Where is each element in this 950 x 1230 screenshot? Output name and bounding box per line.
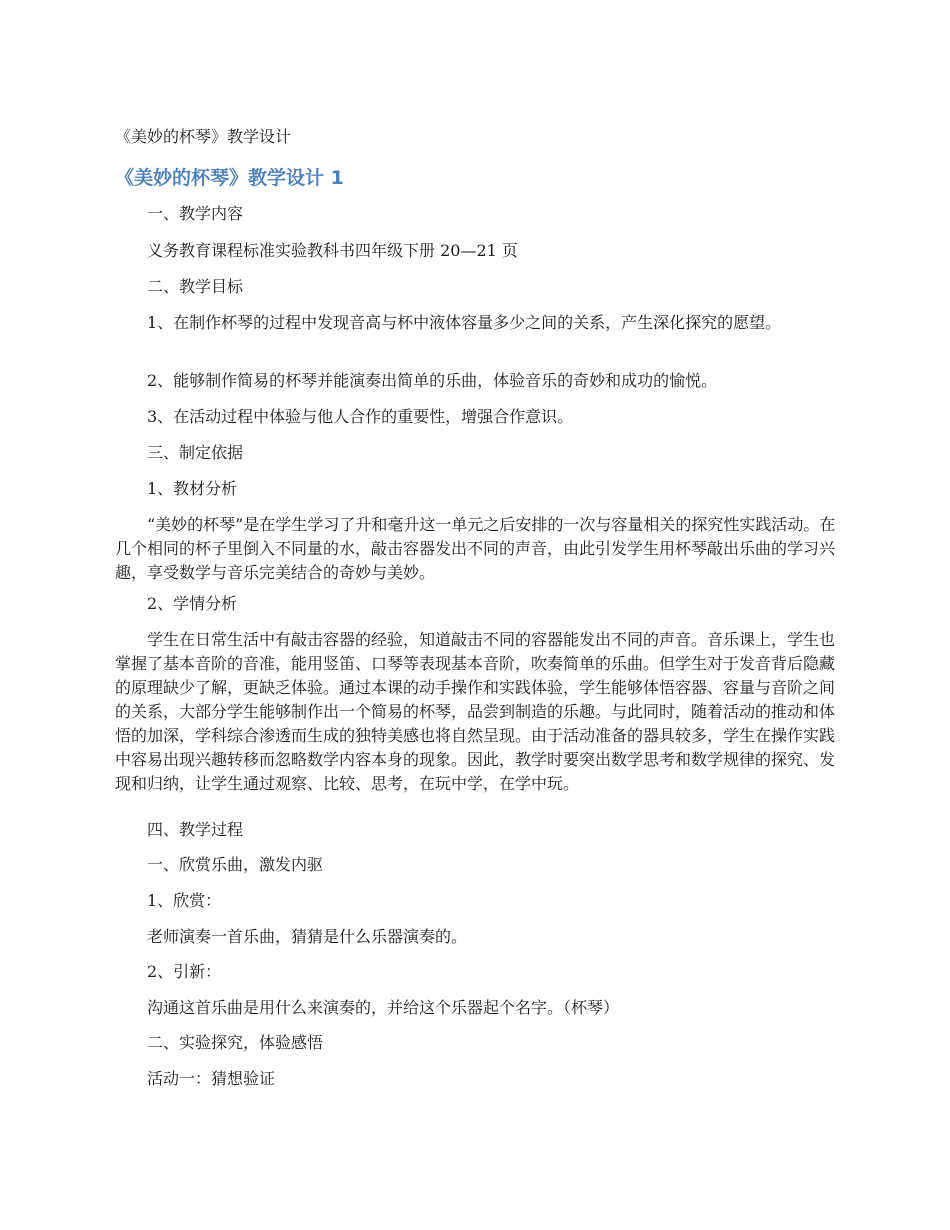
section-heading: 《美妙的杯琴》教学设计 1 [115, 167, 344, 189]
paragraph-goal-2: 2、能够制作简易的杯琴并能演奏出简单的乐曲，体验音乐的奇妙和成功的愉悦。 [147, 371, 718, 390]
paragraph-goal-3: 3、在活动过程中体验与他人合作的重要性，增强合作意识。 [147, 407, 574, 426]
paragraph-student-analysis-heading: 2、学情分析 [147, 594, 238, 613]
paragraph-section-4-heading: 四、教学过程 [147, 820, 244, 839]
paragraph-introduce-text: 沟通这首乐曲是用什么来演奏的，并给这个乐器起个名字。（杯琴） [147, 998, 620, 1017]
paragraph-introduce-label: 2、引新： [147, 962, 222, 981]
paragraph-textbook-pages: 义务教育课程标准实验教科书四年级下册 20—21 页 [147, 241, 518, 260]
paragraph-appreciate-text: 老师演奏一首乐曲，猜猜是什么乐器演奏的。 [147, 927, 468, 946]
paragraph-student-analysis: 学生在日常生活中有敲击容器的经验，知道敲击不同的容器能发出不同的声音。音乐课上，学生也掌握了基本音阶的音准，能用竖笛、口琴等表现基本音阶，吹奏简单的乐曲。但学生对于发音背后隐藏的原理缺少了解，更缺乏体验。通过本课的动手操作和实践体验，学生能够体悟容器、容量与音阶之间的关系，大部分学生能够制作出一个简易的杯琴，品尝到制造的乐趣。与此同时，随着活动的推动和体悟的加深，学科综合渗透而生成的独特美感也将自然呈现。由于活动准备的器具较多，学生在操作实践中容易出现兴趣转移而忽略数学内容本身的现象。因此，教学时要突出数学思考和数学规律的探究、发现和归纳，让学生通过观察、比较、思考，在玩中学，在学中玩。 [115, 630, 836, 793]
paragraph-textbook-analysis: “美妙的杯琴”是在学生学习了升和毫升这一单元之后安排的一次与容量相关的探究性实践活动。在几个相同的杯子里倒入不同量的水，敲击容器发出不同的声音，由此引发学生用杯琴敲出乐曲的学习兴趣，享受数学与音乐完美结合的奇妙与美妙。 [115, 515, 836, 582]
document-title: 《美妙的杯琴》教学设计 [115, 127, 292, 146]
paragraph-textbook-analysis-heading: 1、教材分析 [147, 479, 238, 498]
paragraph-section-3-heading: 三、制定依据 [147, 443, 244, 462]
paragraph-activity-1: 活动一：猜想验证 [147, 1069, 276, 1088]
paragraph-section-2-heading: 二、教学目标 [147, 277, 244, 296]
paragraph-section-1-heading: 一、教学内容 [147, 204, 244, 223]
paragraph-step-2-heading: 二、实验探究，体验感悟 [147, 1033, 324, 1052]
paragraph-step-1-heading: 一、欣赏乐曲，激发内驱 [147, 855, 324, 874]
paragraph-appreciate-label: 1、欣赏： [147, 891, 222, 910]
paragraph-goal-1: 1、在制作杯琴的过程中发现音高与杯中液体容量多少之间的关系，产生深化探究的愿望。 [147, 313, 782, 332]
